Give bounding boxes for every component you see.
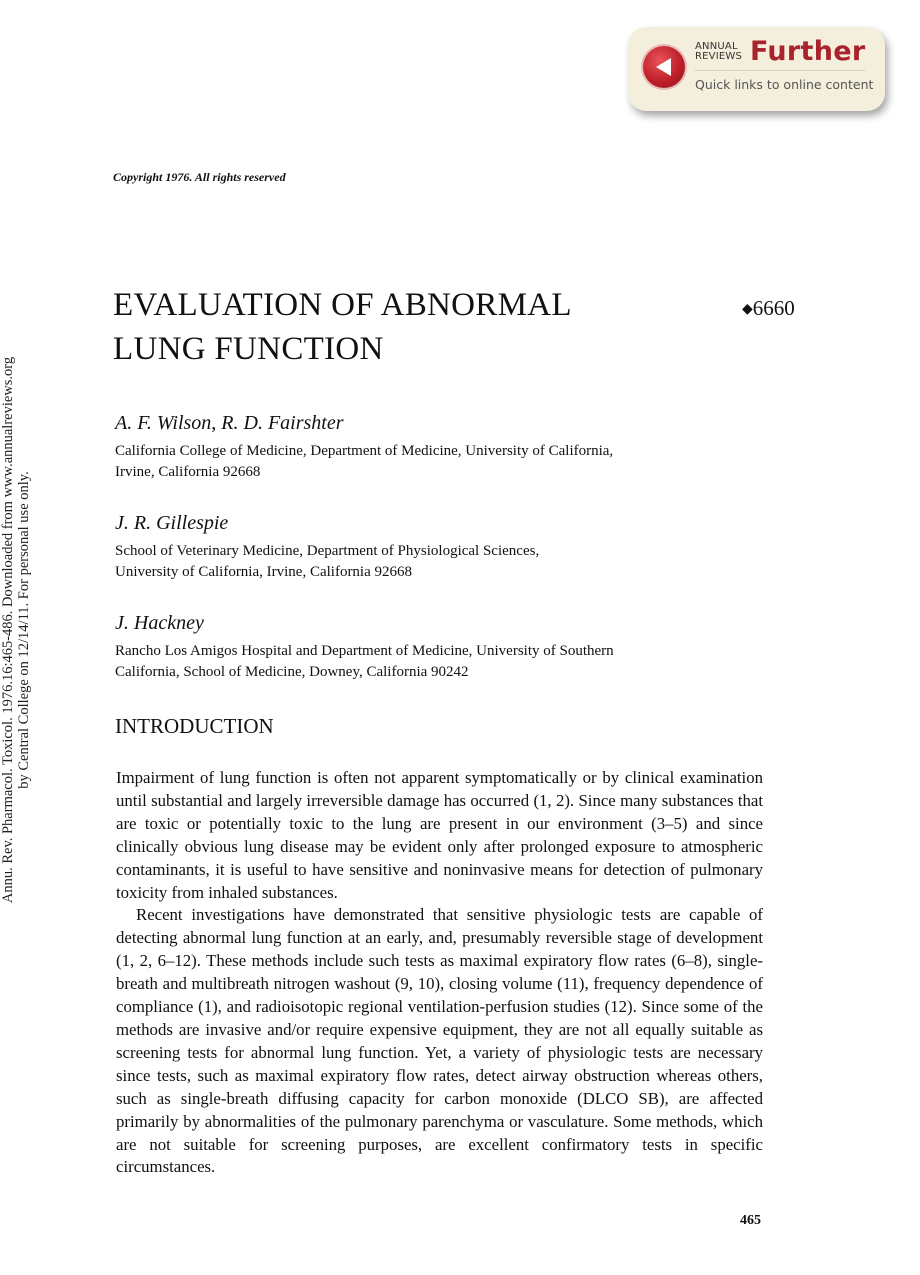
annual-label: ANNUAL (695, 41, 738, 52)
badge-divider (695, 70, 865, 71)
watermark-line-1: Annu. Rev. Pharmacol. Toxicol. 1976.16:465-486. Downloaded from www.annualreviews.org (0, 356, 16, 904)
paragraph: Impairment of lung function is often not apparent symptomatically or by clinical examination until substantial and largely irreversible damage has occurred (1, 2). Since many substances that are toxic or potentially toxic to the lung are present in our environment (3–5) and since clinically obvious lung disease may be evident only after prolonged exposure to atmospheric contaminants, it is useful to have sensitive and noninvasive means for detection of pulmonary toxicity from inhaled substances. (116, 768, 763, 902)
article-code-number: 6660 (752, 296, 795, 320)
author-group-3 (115, 612, 614, 683)
back-arrow-circle-icon[interactable] (643, 46, 685, 88)
paragraph: Recent investigations have demonstrated that sensitive physiologic tests are capable of detecting abnormal lung function at an early, and, presumably reversible stage of development (1, 2, 6–12). These methods include such tests as maximal expiratory flow rates (6–8), single-breath and multibreath nitrogen washout (9, 10), closing volume (11), frequency dependence of compliance (1), and radioisotopic regional ventilation-perfusion studies (12). Since some of the methods are invasive and/or require expensive equipment, they are not all equally suitable as screening tests for abnormal lung function. Yet, a variety of physiologic tests are necessary since tests, such as maximal expiratory flow rates, detect airway obstruction whereas others, such as single-breath diffusing capacity for carbon monoxide (DLCO SB), are affected primarily by abnormalities of the pulmonary parenchyma or vasculature. Some methods, which are not suitable for screening purposes, are excellent confirmatory tests in specific circumstances. (116, 905, 763, 1177)
author-group-1 (115, 412, 613, 483)
author-group-2 (115, 512, 539, 583)
affiliation-line: School of Veterinary Medicine, Department of Physiological Sciences, (115, 543, 540, 559)
copyright-notice: Copyright 1976. All rights reserved (113, 170, 286, 184)
reviews-label: REVIEWS (695, 51, 743, 62)
author-names: J. R. Gillespie (115, 512, 229, 534)
page-number: 465 (740, 1213, 761, 1228)
author-names: A. F. Wilson, R. D. Fairshter (115, 412, 344, 434)
body-text (116, 767, 763, 1179)
title-line-2: LUNG FUNCTION (113, 331, 384, 367)
further-quick-links-badge[interactable] (628, 27, 885, 111)
affiliation-line: Rancho Los Amigos Hospital and Department of Medicine, University of Southern (115, 643, 614, 659)
title-line-1: EVALUATION OF ABNORMAL (113, 287, 572, 323)
affiliation-line: University of California, Irvine, California 92668 (115, 564, 413, 580)
article-title (113, 283, 572, 371)
affiliation-line: California College of Medicine, Department of Medicine, University of California, (115, 443, 614, 459)
watermark-line-2: by Central College on 12/14/11. For personal use only. (16, 471, 32, 789)
affiliation-line: Irvine, California 92668 (115, 464, 261, 480)
diamond-icon: ◆ (742, 302, 753, 317)
affiliation-line: California, School of Medicine, Downey, California 90242 (115, 664, 469, 680)
further-wordmark: Further (750, 36, 866, 67)
annual-reviews-logo-text (695, 42, 742, 62)
article-code (742, 296, 795, 321)
author-names: J. Hackney (115, 612, 204, 634)
section-heading: INTRODUCTION (115, 714, 274, 738)
download-watermark (0, 305, 32, 955)
badge-subtitle: Quick links to online content (695, 77, 874, 92)
